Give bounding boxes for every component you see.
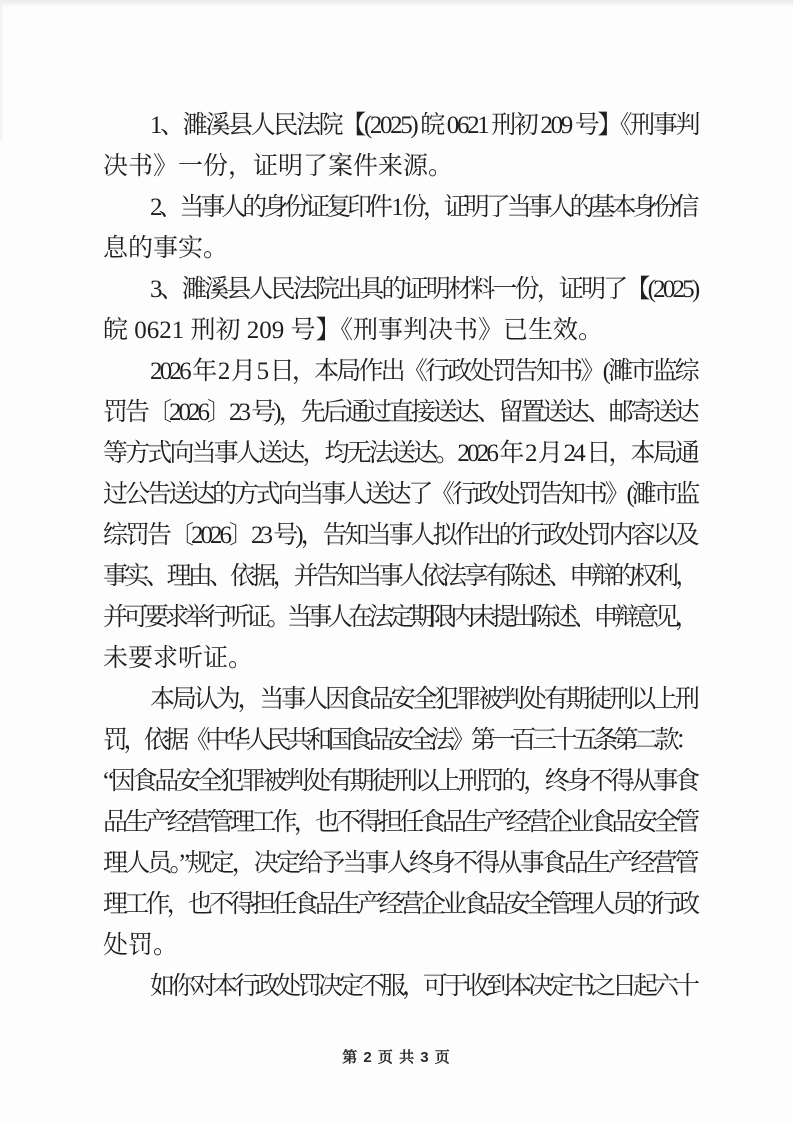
- text-line: 等方式向当事人送达，均无法送达。2026 年 2 月 24 日，本局通: [103, 440, 698, 467]
- text-line: 2026 年 2 月 5 日，本局作出《行政处罚告知书》(濉市监综: [150, 358, 697, 385]
- text-line: 理人员。”规定，决定给予当事人终身不得从事食品生产经营管: [103, 850, 697, 877]
- document-body: [103, 105, 700, 1007]
- page-number-footer: 第 2 页 共 3 页: [342, 1049, 451, 1066]
- text-line: 理工作，也不得担任食品生产经营企业食品安全管理人员的行政: [103, 891, 697, 918]
- text-line: 1、濉溪县人民法院【(2025) 皖 0621 刑初 209 号】《刑事判: [150, 112, 699, 139]
- text-line: 过公告送达的方式向当事人送达了《行政处罚告知书》(濉市监: [103, 481, 698, 508]
- text-line: 并可要求举行听证。当事人在法定期限内未提出陈述、申辩意见，: [103, 604, 696, 631]
- scan-edge-top: [0, 0, 793, 7]
- text-line: 2、当事人的身份证复印件 1 份，证明了当事人的基本身份信: [150, 194, 696, 221]
- scan-edge-left: [0, 0, 4, 140]
- text-line: 息的事实。: [103, 235, 229, 262]
- text-line: 决书》一份，证明了案件来源。: [103, 153, 454, 180]
- text-line: 罚，依据《中华人民共和国食品安全法》第一百三十五条第二款：: [103, 727, 696, 754]
- text-line: 品生产经营管理工作，也不得担任食品生产经营企业食品安全管: [103, 809, 697, 836]
- text-line: 本局认为，当事人因食品安全犯罪被判处有期徒刑以上刑: [150, 686, 697, 713]
- text-line: 未要求听证。: [103, 645, 254, 672]
- text-line: 综罚告〔2026〕23 号)，告知当事人拟作出的行政处罚内容以及: [103, 522, 697, 549]
- text-line: 如你对本行政处罚决定不服，可于收到本决定书之日起六十: [150, 973, 697, 1000]
- text-line: 3、濉溪县人民法院出具的证明材料一份，证明了【(2025): [150, 276, 698, 303]
- text-line: 事实、理由、依据，并告知当事人依法享有陈述、申辩的权利，: [103, 563, 697, 590]
- text-line: 皖 0621 刑初 209 号】《刑事判决书》已生效。: [103, 317, 604, 344]
- text-line: “因食品安全犯罪被判处有期徒刑以上刑罚的，终身不得从事食: [103, 768, 697, 795]
- text-line: 罚告〔2026〕23 号)，先后通过直接送达、留置送达、邮寄送达: [103, 399, 697, 426]
- text-line: 处罚。: [103, 932, 179, 959]
